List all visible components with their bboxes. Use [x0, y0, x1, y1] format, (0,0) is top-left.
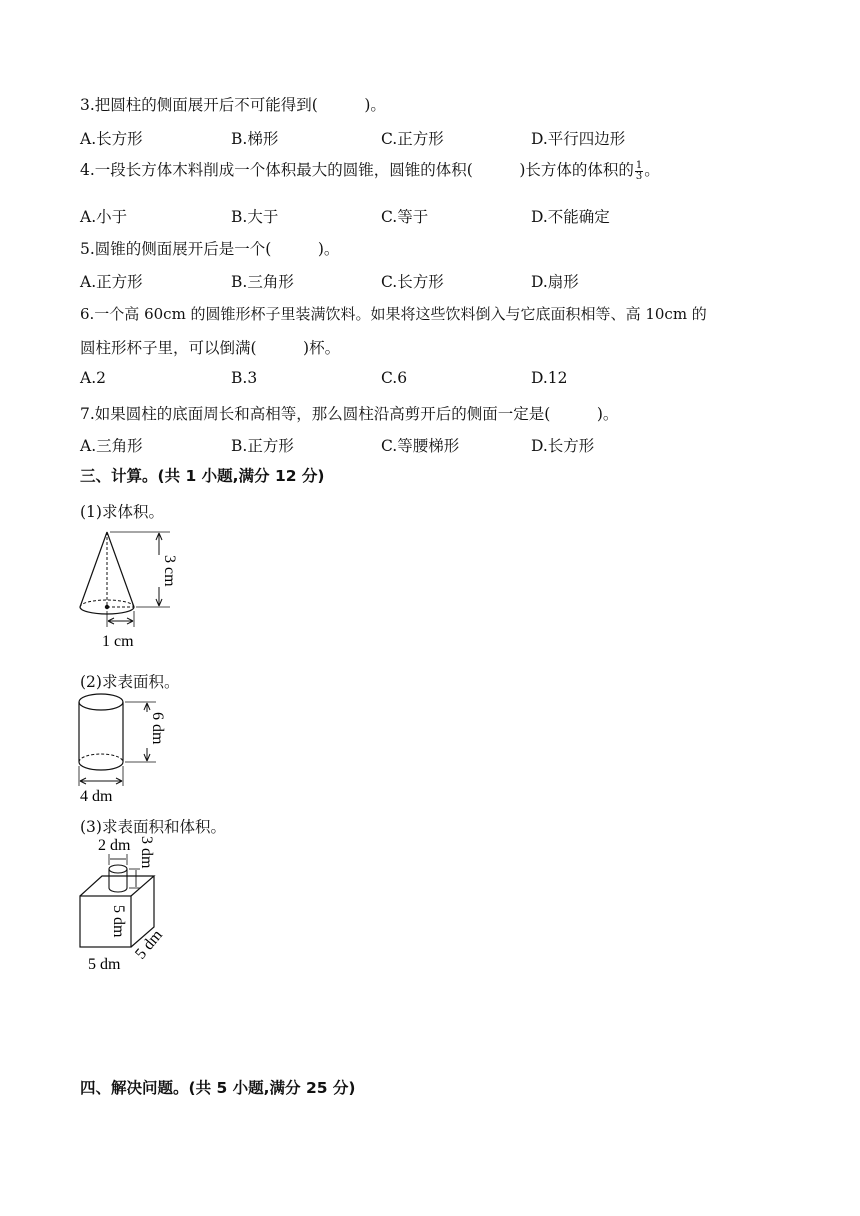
question-5-option-c[interactable]: C.长方形 [381, 273, 444, 291]
question-6-line-1: 6.一个高 60cm 的圆锥形杯子里装满饮料。如果将这些饮料倒入与它底面积相等、高 10cm 的 [80, 305, 707, 323]
question-6-option-d[interactable]: D.12 [531, 369, 568, 387]
question-6-line-2: 圆柱形杯子里，可以倒满( )杯。 [80, 339, 341, 357]
question-6-option-b[interactable]: B.3 [231, 369, 258, 387]
question-6-option-c[interactable]: C.6 [381, 369, 408, 387]
cube-height-label: 5 dm [110, 905, 127, 938]
cone-radius-label: 1 cm [102, 633, 134, 650]
small-cylinder-diameter-label: 2 dm [98, 837, 131, 854]
question-5-text: 5.圆锥的侧面展开后是一个( )。 [80, 240, 340, 258]
small-cylinder-height-label: 3 dm [138, 836, 155, 869]
cylinder-height-label: 6 dm [149, 712, 166, 745]
question-7-option-a[interactable]: A.三角形 [80, 437, 143, 455]
question-3-text: 3.把圆柱的侧面展开后不可能得到( )。 [80, 96, 386, 114]
question-7-option-b[interactable]: B.正方形 [231, 437, 294, 455]
question-7-option-c[interactable]: C.等腰梯形 [381, 437, 460, 455]
fraction-one-third: $\frac{1}{3}$ [635, 159, 643, 182]
question-4-option-b[interactable]: B.大于 [231, 208, 279, 226]
section-3-heading: 三、计算。(共 1 小题,满分 12 分) [80, 467, 325, 485]
question-4-text-post: 。 [644, 161, 660, 179]
question-4-text [80, 158, 660, 182]
cube-with-cylinder-figure [74, 832, 184, 977]
question-3-option-b[interactable]: B.梯形 [231, 130, 279, 148]
question-5-option-d[interactable]: D.扇形 [531, 273, 579, 291]
cylinder-diameter-label: 4 dm [80, 788, 113, 805]
question-4-option-c[interactable]: C.等于 [381, 208, 429, 226]
cube-width-label: 5 dm [88, 956, 121, 973]
question-3-option-d[interactable]: D.平行四边形 [531, 130, 626, 148]
question-4-text-pre: 4.一段长方体木料削成一个体积最大的圆锥，圆锥的体积( )长方体的体积的 [80, 161, 634, 179]
section-4-heading: 四、解决问题。(共 5 小题,满分 25 分) [80, 1079, 356, 1097]
part-1-label: (1)求体积。 [80, 503, 164, 521]
question-7-option-d[interactable]: D.长方形 [531, 437, 595, 455]
question-3-option-c[interactable]: C.正方形 [381, 130, 444, 148]
cylinder-figure [74, 690, 174, 805]
cube-depth-label: 5 dm [132, 926, 166, 963]
question-6-option-a[interactable]: A.2 [80, 369, 106, 387]
question-7-text: 7.如果圆柱的底面周长和高相等，那么圆柱沿高剪开后的侧面一定是( )。 [80, 405, 619, 423]
question-4-option-d[interactable]: D.不能确定 [531, 208, 610, 226]
part-3-label: (3)求表面积和体积。 [80, 818, 226, 836]
cone-height-label: 3 cm [161, 555, 178, 587]
question-4-option-a[interactable]: A.小于 [80, 208, 128, 226]
question-5-option-a[interactable]: A.正方形 [80, 273, 143, 291]
question-5-option-b[interactable]: B.三角形 [231, 273, 294, 291]
cone-figure [74, 525, 184, 650]
question-3-option-a[interactable]: A.长方形 [80, 130, 143, 148]
part-2-label: (2)求表面积。 [80, 673, 180, 691]
